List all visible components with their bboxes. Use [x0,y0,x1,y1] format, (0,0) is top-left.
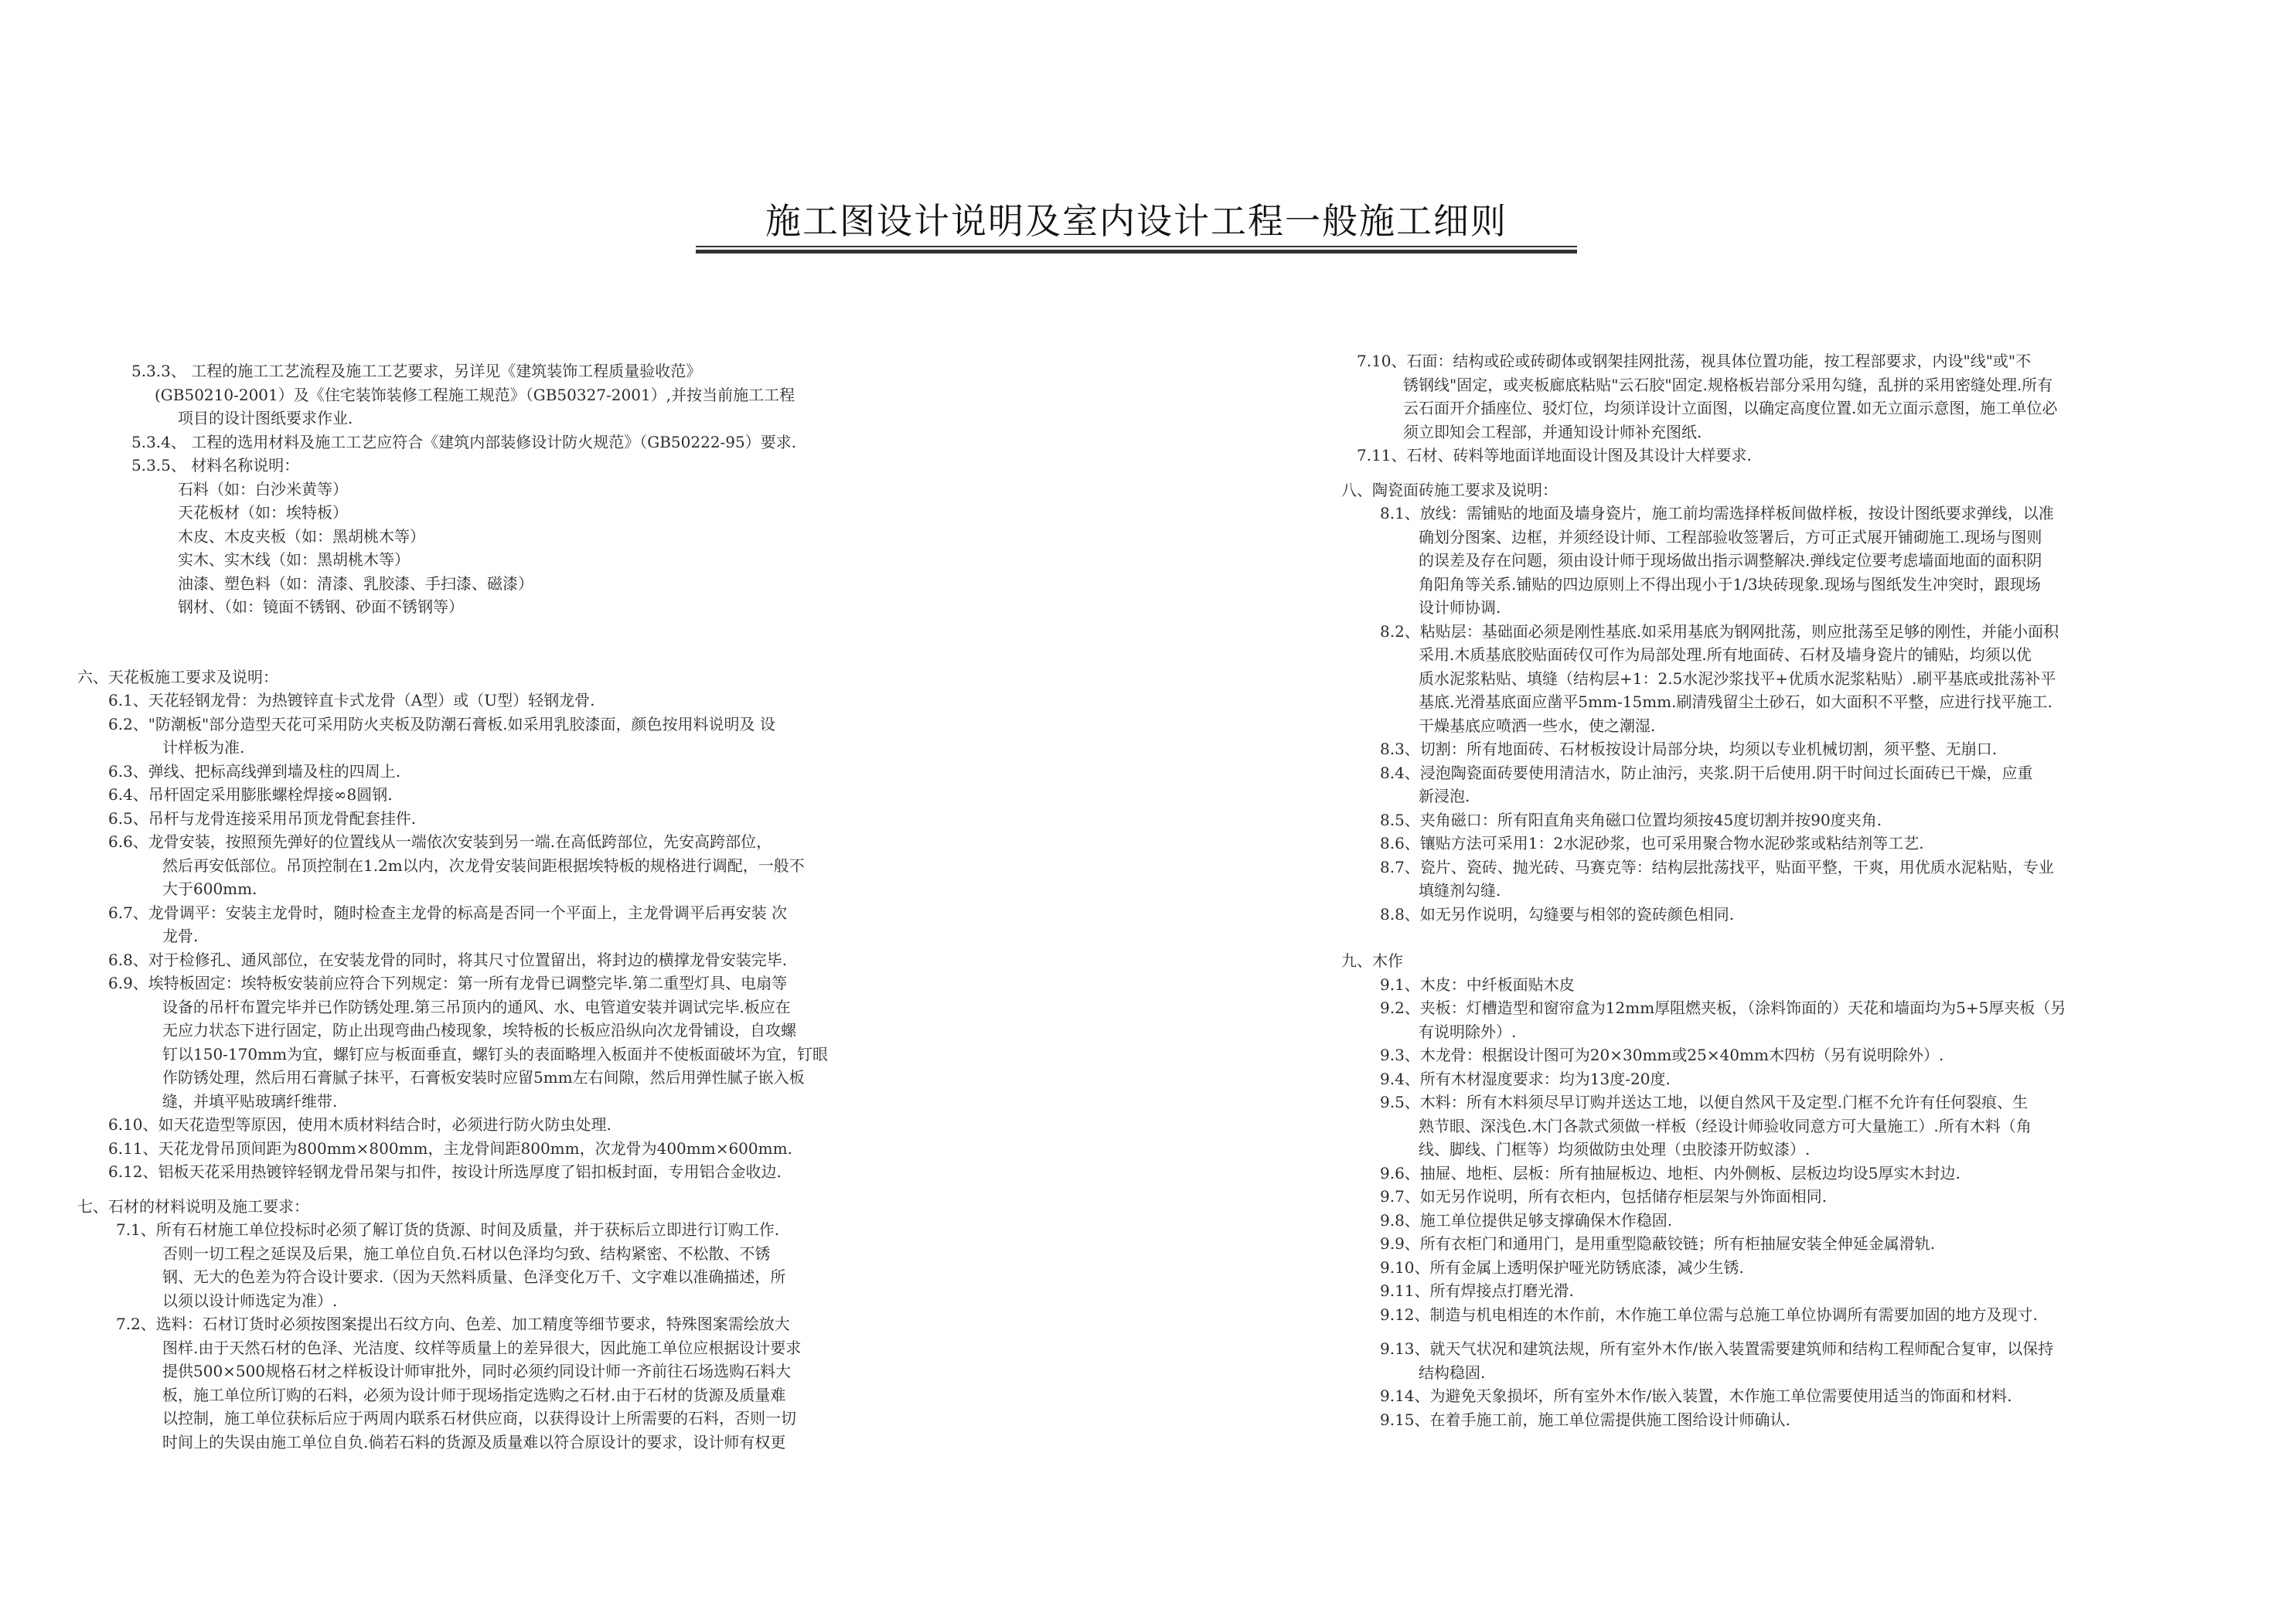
text-line: 8.8、如无另作说明，勾缝要与相邻的瓷砖颜色相同. [1380,904,1735,924]
text-line: 七、石材的材料说明及施工要求： [77,1196,309,1216]
text-line: 钢材、（如：镜面不锈钢、砂面不锈钢等） [178,597,464,616]
text-line: 6.6、龙骨安装，按照预先弹好的位置线从一端依次安装到另一端.在高低跨部位，先安高跨部位， [108,832,772,851]
text-line: 钉以150-170mm为宜，螺钉应与板面垂直，螺钉头的表面略埋入板面并不使板面破坏为宜，钉眼 [162,1044,829,1063]
paragraph-gap [77,619,928,642]
text-line: 图样.由于天然石材的色泽、光洁度、纹样等质量上的差异很大，因此施工单位应根据设计要求 [162,1338,802,1357]
text-line: 云石面开介插座位、驳灯位，均须详设计立面图，以确定高度位置.如无立面示意图，施工单位必 [1403,399,2058,417]
text-line: 5.3.3、 工程的施工工艺流程及施工工艺要求，另详见《建筑装饰工程质量验收范》 [131,362,702,380]
text-line: 熟节眼、深浅色.木门各款式须做一样板（经设计师验收同意方可大量施工）.所有木料（角 [1419,1116,2032,1135]
text-line: 9.6、抽屉、地柜、层板：所有抽屉板边、地柜、内外侧板、层板边均设5厚实木封边. [1380,1163,1960,1182]
text-line: 9.13、就天气状况和建筑法规，所有室外木作/嵌入装置需要建筑师和结构工程师配合复审，以保持 [1380,1339,2054,1358]
paragraph-gap [1357,1326,2184,1337]
text-line: 9.2、夹板：灯槽造型和窗帘盒为12mm厚阻燃夹板，（涂料饰面的）天花和墙面均为5+5厚夹板（另 [1380,999,2066,1017]
text-line: 6.1、天花轻钢龙骨：为热镀锌直卡式龙骨（A型）或（U型）轻钢龙骨. [108,691,595,709]
text-line: 9.4、所有木材湿度要求：均为13度-20度. [1380,1069,1671,1088]
text-line: 角阳角等关系.铺贴的四边原则上不得出现小于1/3块砖现象.现场与图纸发生冲突时，跟现场 [1419,574,2041,594]
text-line: 9.9、所有衣柜门和通用门，是用重型隐蔽铰链；所有柜抽屉安装全伸延金属滑轨. [1380,1234,1936,1253]
text-line: 8.3、切割：所有地面砖、石材板按设计局部分块，均须以专业机械切割，须平整、无崩口. [1380,740,1998,758]
text-line: 锈钢线"固定，或夹板廊底粘贴"云石胶"固定.规格板岩部分采用勾缝，乱拼的采用密缝处理.所有 [1403,375,2053,394]
text-line: 木皮、木皮夹板（如：黑胡桃木等） [178,526,425,546]
text-line: 设计师协调. [1419,598,1501,617]
text-line: 钢、无大的色差为符合设计要求.（因为天然料质量、色泽变化万千、文字难以准确描述，所 [162,1267,786,1286]
text-line: 6.9、埃特板固定：埃特板安装前应符合下列规定：第一所有龙骨已调整完毕.第二重型灯具、电扇等 [108,974,788,992]
text-line: 新浸泡. [1419,787,1470,805]
text-line: 5.3.4、 工程的选用材料及施工工艺应符合《建筑内部装修设计防火规范》（GB50222-95）要求. [131,432,797,451]
text-line: 9.12、制造与机电相连的木作前，木作施工单位需与总施工单位协调所有需要加固的地方及现寸. [1380,1305,2038,1324]
text-line: 缝，并填平贴玻璃纤维带. [162,1091,338,1111]
text-line: 以控制，施工单位获标后应于两周内联系石材供应商，以获得设计上所需要的石料，否则一切 [162,1409,796,1427]
text-line: 九、木作 [1341,951,1403,970]
text-line: 9.14、为避免天象损坏，所有室外木作/嵌入装置，木作施工单位需要使用适当的饰面和材料. [1380,1387,2012,1405]
text-line: 8.7、瓷片、瓷砖、抛光砖、马赛克等：结构层批荡找平，贴面平整，干爽，用优质水泥粘贴，专业 [1380,857,2054,876]
text-line: 结构稳固. [1419,1363,1486,1382]
text-line: 以须以设计师选定为准）. [162,1291,338,1310]
text-line: 干燥基底应喷洒一些水，使之潮湿. [1419,716,1656,735]
text-line: 5.3.5、 材料名称说明： [131,456,300,475]
text-line: 7.10、石面：结构或砼或砖砌体或钢架挂网批荡，视具体位置功能，按工程部要求，内设"线"或"不 [1357,352,2032,370]
text-line: 否则一切工程之延误及后果，施工单位自负.石材以色泽均匀致、结构紧密、不松散、不锈 [162,1244,771,1263]
text-line: 有说明除外）. [1419,1022,1517,1041]
text-line: 须立即知会工程部，并通知设计师补充图纸. [1403,422,1702,441]
text-line: (GB50210-2001）及《住宅装饰装修工程施工规范》（GB50327-2001）,并按当前施工工程 [155,385,795,404]
text-line: 6.2、"防潮板"部分造型天花可采用防火夹板及防潮石膏板.如采用乳胶漆面，颜色按用料说明及 设 [108,714,775,733]
text-line: 龙骨. [162,927,199,945]
text-line: 9.8、施工单位提供足够支撑确保木作稳固. [1380,1210,1673,1230]
text-line: 质水泥浆粘贴、填缝（结构层+1：2.5水泥沙浆找平+优质水泥浆粘贴）.刷平基底或批荡补平 [1419,669,2056,688]
text-line: 设备的吊杆布置完毕并已作防锈处理.第三吊顶内的通风、水、电管道安装并调试完毕.板应在 [162,997,791,1016]
text-line: 然后再安低部位。吊顶控制在1.2m以内，次龙骨安装间距根据埃特板的规格进行调配，一般不 [162,856,805,875]
text-line: 填缝剂勾缝. [1419,881,1501,900]
text-line: 8.2、粘贴层：基础面必须是刚性基底.如采用基底为钢网批荡，则应批荡至足够的刚性，并能小面积 [1380,621,2059,641]
paragraph-gap [77,1184,928,1195]
paragraph-gap [1357,926,2184,949]
text-line: 8.1、放线：需铺贴的地面及墙身瓷片，施工前均需选择样板间做样板，按设计图纸要求弹线，以准 [1380,504,2054,522]
text-line: 6.12、铝板天花采用热镀锌轻钢龙骨吊架与扣件，按设计所选厚度了铝扣板封面，专用铝合金收边. [108,1162,782,1181]
text-line: 8.6、镶贴方法可采用1：2水泥砂浆，也可采用聚合物水泥砂浆或粘结剂等工艺. [1380,834,1924,852]
text-line: 大于600mm. [162,880,257,898]
text-line: 6.10、如天花造型等原因，使用木质材料结合时，必须进行防火防虫处理. [108,1115,611,1134]
text-line: 9.3、木龙骨：根据设计图可为20×30mm或25×40mm木四枋（另有说明除外）. [1380,1046,1944,1064]
text-line: 项目的设计图纸要求作业. [178,409,353,427]
text-line: 作防锈处理，然后用石膏腻子抹平，石膏板安装时应留5mm左右间隙，然后用弹性腻子嵌入板 [162,1068,805,1087]
text-line: 9.15、在着手施工前，施工单位需提供施工图给设计师确认. [1380,1410,1790,1429]
text-line: 油漆、塑色料（如：清漆、乳胶漆、手扫漆、磁漆） [178,573,533,593]
text-line: 9.1、木皮：中纤板面贴木皮 [1380,975,1575,994]
left-text-column [77,359,928,1465]
text-line: 9.7、如无另作说明，所有衣柜内，包括储存柜层架与外饰面相同. [1380,1187,1828,1206]
text-line: 6.4、吊杆固定采用膨胀螺栓焊接∞8圆钢. [108,785,393,804]
text-line: 7.11、石材、砖料等地面详地面设计图及其设计大样要求. [1357,446,1752,464]
text-line: 提供500×500规格石材之样板设计师审批外，同时必须约同设计师一齐前往石场选购石料大 [162,1362,792,1380]
text-line: 板，施工单位所订购的石料，必须为设计师于现场指定选购之石材.由于石材的货源及质量难 [162,1385,786,1404]
text-line: 石料（如：白沙米黄等） [178,479,348,498]
text-line: 采用.木质基底胶贴面砖仅可作为局部处理.所有地面砖、石材及墙身瓷片的铺贴，均须以优 [1419,645,2032,664]
text-line: 六、天花板施工要求及说明： [77,667,278,686]
text-line: 8.5、夹角磁口：所有阳直角夹角磁口位置均须按45度切割并按90度夹角. [1380,810,1882,829]
paragraph-gap [77,642,928,665]
text-line: 6.7、龙骨调平：安装主龙骨时，随时检查主龙骨的标高是否同一个平面上，主龙骨调平后再安装 次 [108,903,788,922]
text-line: 实木、实木线（如：黑胡桃木等） [178,550,410,569]
text-line: 9.10、所有金属上透明保护哑光防锈底漆，减少生锈. [1380,1257,1744,1277]
text-line: 无应力状态下进行固定，防止出现弯曲凸棱现象，埃特板的长板应沿纵向次龙骨铺设，自攻螺 [162,1021,796,1039]
paragraph-gap [1357,468,2184,478]
text-line: 时间上的失误由施工单位自负.倘若石料的货源及质量难以符合原设计的要求，设计师有权更 [162,1432,786,1451]
text-line: 八、陶瓷面砖施工要求及说明： [1341,480,1558,499]
title-underline-thick [696,250,1577,253]
text-line: 8.4、浸泡陶瓷面砖要使用清洁水，防止油污，夹浆.阴干后使用.阴干时间过长面砖已干燥，应重 [1380,763,2033,782]
right-text-column [1341,349,2184,1462]
text-line: 9.11、所有焊接点打磨光滑. [1380,1281,1574,1300]
text-line: 线、脚线、门框等）均须做防虫处理（虫胶漆开防蚁漆）. [1419,1140,1811,1159]
text-line: 9.5、木料：所有木料须尽早订购并送达工地，以便自然风干及定型.门框不允许有任何裂痕、生 [1380,1093,2029,1111]
title-underline [696,246,1577,247]
text-line: 6.5、吊杆与龙骨连接采用吊顶龙骨配套挂件. [108,808,417,828]
text-line: 确划分图案、边框，并须经设计师、工程部验收签署后，方可正式展开铺砌施工.现场与图则 [1419,527,2042,546]
text-line: 7.2、选料：石材订货时必须按图案提出石纹方向、色差、加工精度等细节要求，特殊图案需绘放大 [116,1315,790,1333]
text-line: 6.3、弹线、把标高线弹到墙及柱的四周上. [108,761,401,781]
text-line: 计样板为准. [162,738,245,757]
page-title: 施工图设计说明及室内设计工程一般施工细则 [765,200,1507,242]
text-line: 基底.光滑基底面应凿平5mm-15mm.刷清残留尘土砂石，如大面积不平整，应进行找平施工. [1419,692,2052,711]
text-line: 7.1、所有石材施工单位投标时必须了解订货的货源、时间及质量，并于获标后立即进行订购工作. [116,1220,780,1239]
text-line: 的误差及存在问题，须由设计师于现场做出指示调整解决.弹线定位要考虑墙面地面的面积阴 [1419,551,2042,570]
text-line: 天花板材（如：埃特板） [178,503,348,522]
text-line: 6.8、对于检修孔、通风部位，在安装龙骨的同时，将其尺寸位置留出，将封边的横撑龙骨安装完毕. [108,950,788,969]
text-line: 6.11、天花龙骨吊顶间距为800mm×800mm，主龙骨间距800mm，次龙骨为400mm×600mm. [108,1138,792,1158]
